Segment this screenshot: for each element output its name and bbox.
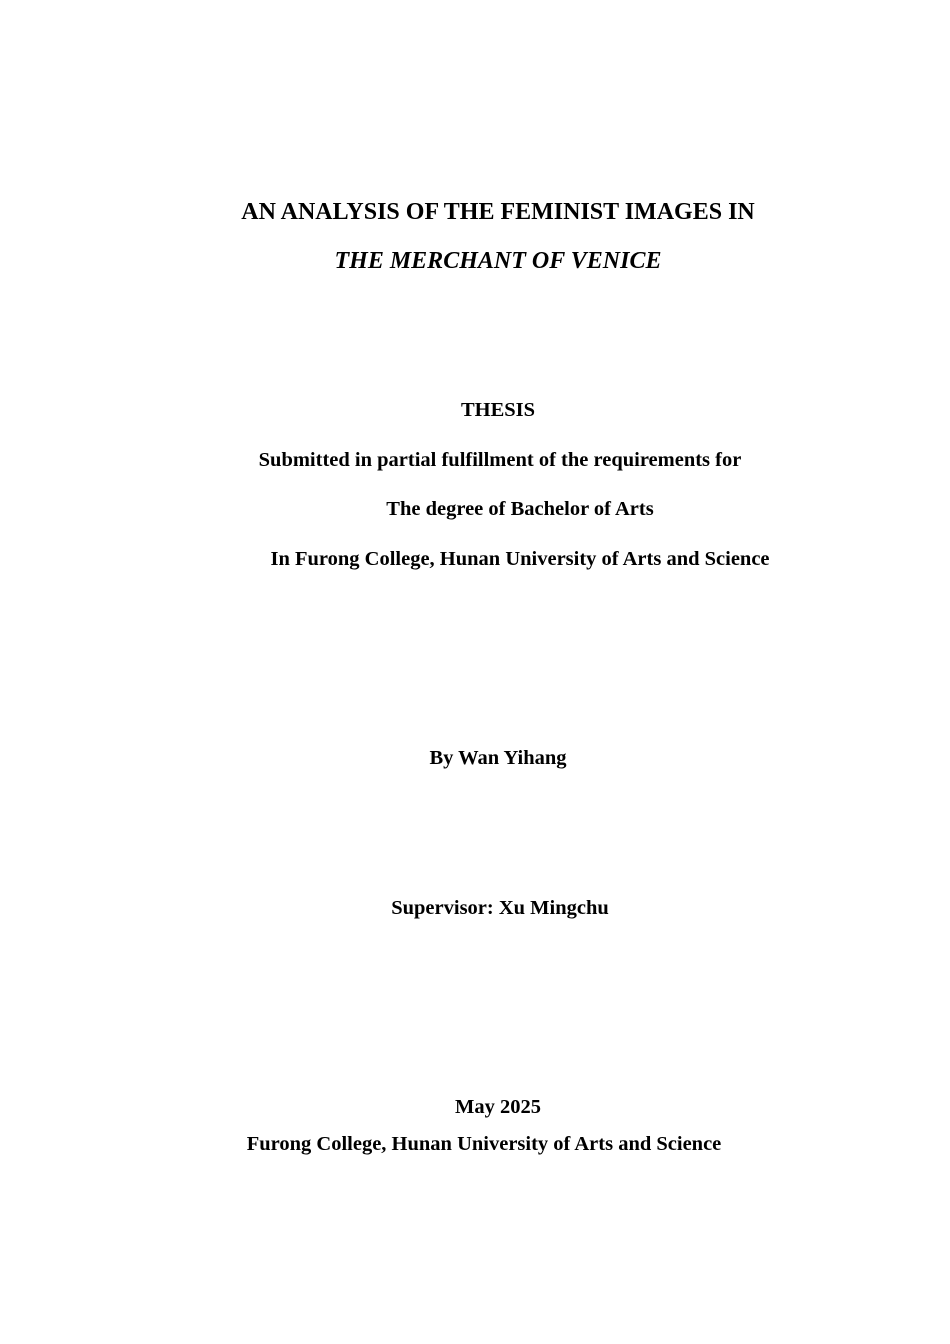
college-statement: In Furong College, Hunan University of Arts and Science (270, 548, 770, 570)
author-name: By Wan Yihang (429, 747, 567, 769)
thesis-label: THESIS (460, 399, 536, 421)
degree-statement: The degree of Bachelor of Arts (386, 498, 654, 520)
thesis-title-line-1: AN ANALYSIS OF THE FEMINIST IMAGES IN (241, 199, 755, 225)
submission-statement: Submitted in partial fulfillment of the requirements for (258, 449, 742, 471)
thesis-title-line-2: THE MERCHANT OF VENICE (334, 248, 662, 274)
submission-date: May 2025 (455, 1096, 541, 1118)
supervisor-name: Supervisor: Xu Mingchu (391, 897, 609, 919)
institution-name: Furong College, Hunan University of Arts and Science (246, 1133, 722, 1155)
